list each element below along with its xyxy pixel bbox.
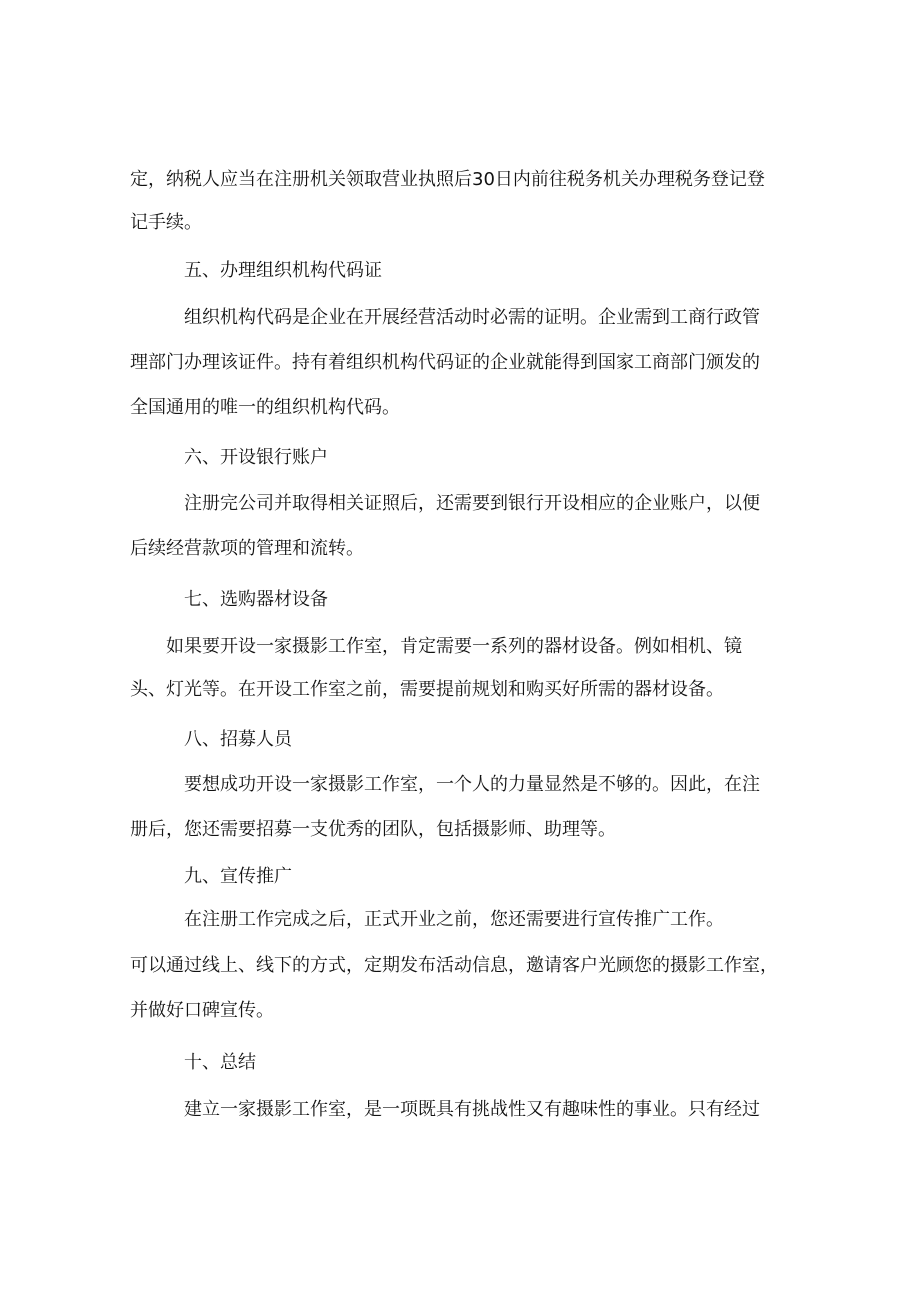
text-line: 册后，您还需要招募一支优秀的团队，包括摄影师、助理等。 (130, 819, 616, 840)
text-line: 可以通过线上、线下的方式，定期发布活动信息，邀请客户光顾您的摄影工作室， (130, 955, 778, 976)
section-heading: 七、选购器材设备 (184, 589, 328, 610)
text-line: 注册完公司并取得相关证照后，还需要到银行开设相应的企业账户，以便 (184, 493, 760, 514)
text-line: 并做好口碑宣传。 (130, 1000, 274, 1021)
text-line: 后续经营款项的管理和流转。 (130, 538, 364, 559)
section-heading: 十、总结 (184, 1052, 256, 1073)
text-line: 要想成功开设一家摄影工作室，一个人的力量显然是不够的。因此，在注 (184, 774, 760, 795)
text-line: 在注册工作完成之后，正式开业之前，您还需要进行宣传推广工作。 (184, 909, 724, 930)
text-line: 理部门办理该证件。持有着组织机构代码证的企业就能得到国家工商部门颁发的 (130, 352, 760, 373)
text-line: 建立一家摄影工作室，是一项既具有挑战性又有趣味性的事业。只有经过 (184, 1099, 760, 1120)
text-line: 头、灯光等。在开设工作室之前，需要提前规划和购买好所需的器材设备。 (130, 679, 724, 700)
section-heading: 六、开设银行账户 (184, 447, 328, 468)
text-line: 记手续。 (130, 212, 202, 233)
text-line: 全国通用的唯一的组织机构代码。 (130, 397, 400, 418)
text-line: 定，纳税人应当在注册机关领取营业执照后30日内前往税务机关办理税务登记登 (130, 169, 765, 190)
section-heading: 五、办理组织机构代码证 (184, 260, 382, 281)
text-line: 组织机构代码是企业在开展经营活动时必需的证明。企业需到工商行政管 (184, 307, 760, 328)
text-line: 如果要开设一家摄影工作室，肯定需要一系列的器材设备。例如相机、镜 (166, 636, 742, 657)
section-heading: 八、招募人员 (184, 729, 292, 750)
section-heading: 九、宣传推广 (184, 866, 292, 887)
